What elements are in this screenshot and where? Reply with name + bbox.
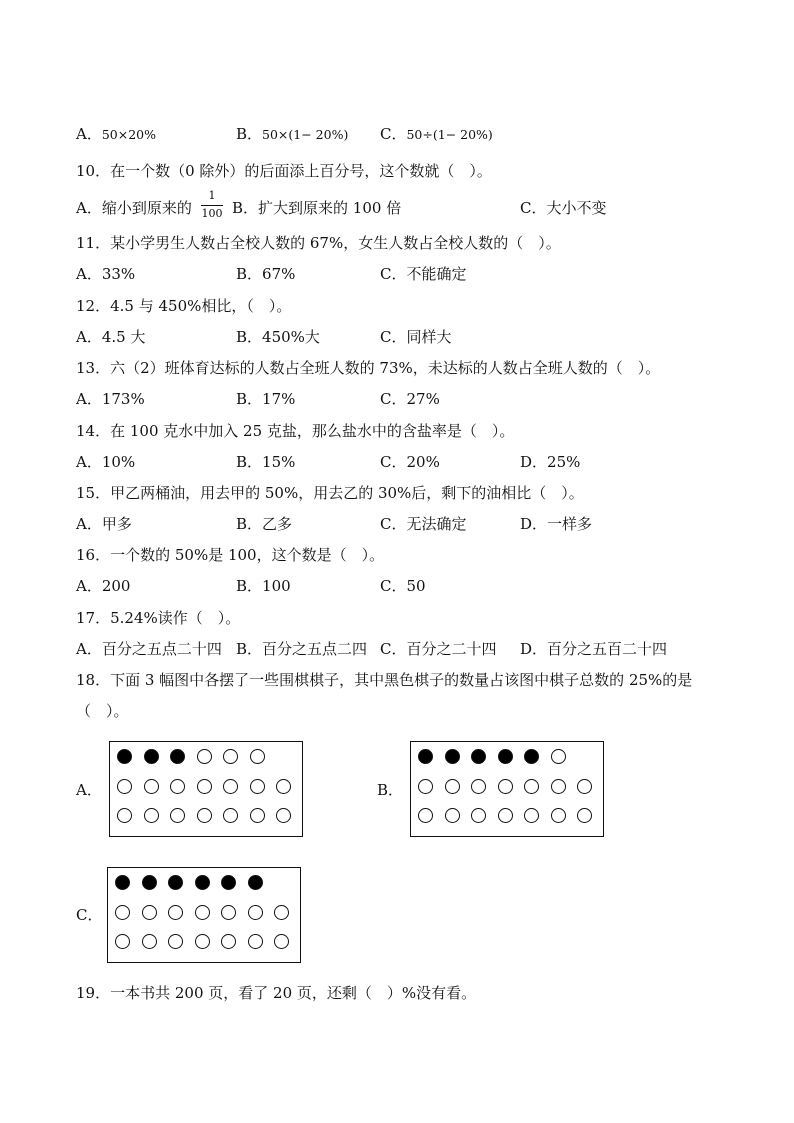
white-stone-icon: [170, 808, 185, 823]
q9-option-a: A．50×20%: [76, 125, 157, 143]
q14-stem: 14．在 100 克水中加入 25 克盐，那么盐水中的含盐率是（ ）。: [76, 422, 515, 440]
white-stone-icon: [221, 905, 236, 920]
q18-stem-line2: （ ）。: [76, 702, 129, 720]
q15-option-b: B．乙多: [236, 515, 293, 533]
white-stone-icon: [274, 905, 289, 920]
white-stone-icon: [551, 808, 566, 823]
white-stone-icon: [168, 905, 183, 920]
white-stone-icon: [142, 934, 157, 949]
black-stone-icon: [445, 749, 460, 764]
q16-option-a: A．200: [76, 577, 131, 595]
white-stone-icon: [276, 779, 291, 794]
q18-stem: 18．下面 3 幅图中各摆了一些围棋棋子，其中黑色棋子的数量占该图中棋子总数的 25%的是: [76, 671, 693, 689]
q18-board-a-label: A．: [76, 781, 102, 799]
white-stone-icon: [498, 779, 513, 794]
q13-option-a: A．173%: [76, 390, 145, 408]
q18-board-c-label: C．: [76, 906, 103, 924]
q15-option-a: A．甲多: [76, 515, 132, 533]
white-stone-icon: [223, 779, 238, 794]
white-stone-icon: [117, 779, 132, 794]
white-stone-icon: [524, 808, 539, 823]
q17-option-d: D．百分之五百二十四: [520, 640, 668, 658]
white-stone-icon: [250, 808, 265, 823]
q13-option-c: C．27%: [380, 390, 440, 408]
black-stone-icon: [498, 749, 513, 764]
white-stone-icon: [445, 779, 460, 794]
q12-option-a: A．4.5 大: [76, 328, 146, 346]
q11-option-a: A．33%: [76, 265, 136, 283]
white-stone-icon: [223, 749, 238, 764]
q11-option-c: C．不能确定: [380, 265, 467, 283]
black-stone-icon: [170, 749, 185, 764]
white-stone-icon: [418, 779, 433, 794]
white-stone-icon: [170, 779, 185, 794]
q10-option-c: C．大小不变: [520, 199, 607, 217]
q12-option-c: C．同样大: [380, 328, 452, 346]
q14-option-b: B．15%: [236, 453, 296, 471]
white-stone-icon: [168, 934, 183, 949]
q18-board-a: [109, 741, 303, 837]
black-stone-icon: [418, 749, 433, 764]
q16-option-c: C．50: [380, 577, 426, 595]
q11-option-b: B．67%: [236, 265, 296, 283]
q17-option-a: A．百分之五点二十四: [76, 640, 222, 658]
white-stone-icon: [115, 905, 130, 920]
black-stone-icon: [168, 875, 183, 890]
q14-option-d: D．25%: [520, 453, 581, 471]
q17-option-b: B．百分之五点二四: [236, 640, 368, 658]
black-stone-icon: [195, 875, 210, 890]
white-stone-icon: [577, 808, 592, 823]
white-stone-icon: [248, 905, 263, 920]
black-stone-icon: [115, 875, 130, 890]
q15-option-c: C．无法确定: [380, 515, 467, 533]
q15-stem: 15．甲乙两桶油，用去甲的 50%，用去乙的 30%后，剩下的油相比（ ）。: [76, 484, 584, 502]
q13-stem: 13．六（2）班体育达标的人数占全班人数的 73%，未达标的人数占全班人数的（ ）。: [76, 359, 661, 377]
q10-stem: 10．在一个数（0 除外）的后面添上百分号，这个数就（ ）。: [76, 162, 492, 180]
white-stone-icon: [248, 934, 263, 949]
q17-option-c: C．百分之二十四: [380, 640, 497, 658]
white-stone-icon: [445, 808, 460, 823]
white-stone-icon: [195, 905, 210, 920]
black-stone-icon: [117, 749, 132, 764]
black-stone-icon: [221, 875, 236, 890]
q13-option-b: B．17%: [236, 390, 296, 408]
white-stone-icon: [197, 779, 212, 794]
q17-stem: 17．5.24%读作（ ）。: [76, 609, 241, 627]
white-stone-icon: [144, 779, 159, 794]
q10-fraction-denominator: 100: [201, 207, 223, 220]
q10-fraction-numerator: 1: [208, 189, 216, 202]
q14-option-c: C．20%: [380, 453, 440, 471]
white-stone-icon: [551, 779, 566, 794]
white-stone-icon: [142, 905, 157, 920]
black-stone-icon: [471, 749, 486, 764]
q19-stem: 19．一本书共 200 页，看了 20 页，还剩（ ）%没有看。: [76, 984, 477, 1002]
white-stone-icon: [115, 934, 130, 949]
q12-option-b: B．450%大: [236, 328, 320, 346]
white-stone-icon: [197, 808, 212, 823]
white-stone-icon: [250, 749, 265, 764]
black-stone-icon: [524, 749, 539, 764]
white-stone-icon: [250, 779, 265, 794]
white-stone-icon: [221, 934, 236, 949]
q14-option-a: A．10%: [76, 453, 136, 471]
q10-fraction-bar: [201, 205, 223, 206]
q16-option-b: B．100: [236, 577, 291, 595]
white-stone-icon: [195, 934, 210, 949]
q10-option-a: A．缩小到原来的: [76, 199, 192, 217]
white-stone-icon: [551, 749, 566, 764]
q10-option-b: B．扩大到原来的 100 倍: [232, 199, 402, 217]
white-stone-icon: [524, 779, 539, 794]
white-stone-icon: [223, 808, 238, 823]
white-stone-icon: [418, 808, 433, 823]
q9-option-c: C．50÷(1− 20%): [380, 125, 493, 143]
white-stone-icon: [117, 808, 132, 823]
q18-board-c: [107, 867, 301, 963]
white-stone-icon: [276, 808, 291, 823]
black-stone-icon: [142, 875, 157, 890]
q11-stem: 11．某小学男生人数占全校人数的 67%，女生人数占全校人数的（ ）。: [76, 234, 561, 252]
black-stone-icon: [248, 875, 263, 890]
white-stone-icon: [274, 934, 289, 949]
white-stone-icon: [577, 779, 592, 794]
white-stone-icon: [498, 808, 513, 823]
q18-board-b: [410, 741, 604, 837]
q18-board-b-label: B．: [377, 781, 404, 799]
white-stone-icon: [197, 749, 212, 764]
q9-option-b: B．50×(1− 20%): [236, 125, 349, 143]
white-stone-icon: [471, 808, 486, 823]
q15-option-d: D．一样多: [520, 515, 593, 533]
white-stone-icon: [471, 779, 486, 794]
q12-stem: 12．4.5 与 450%相比，（ ）。: [76, 297, 292, 315]
white-stone-icon: [144, 808, 159, 823]
black-stone-icon: [144, 749, 159, 764]
q16-stem: 16．一个数的 50%是 100，这个数是（ ）。: [76, 546, 385, 564]
